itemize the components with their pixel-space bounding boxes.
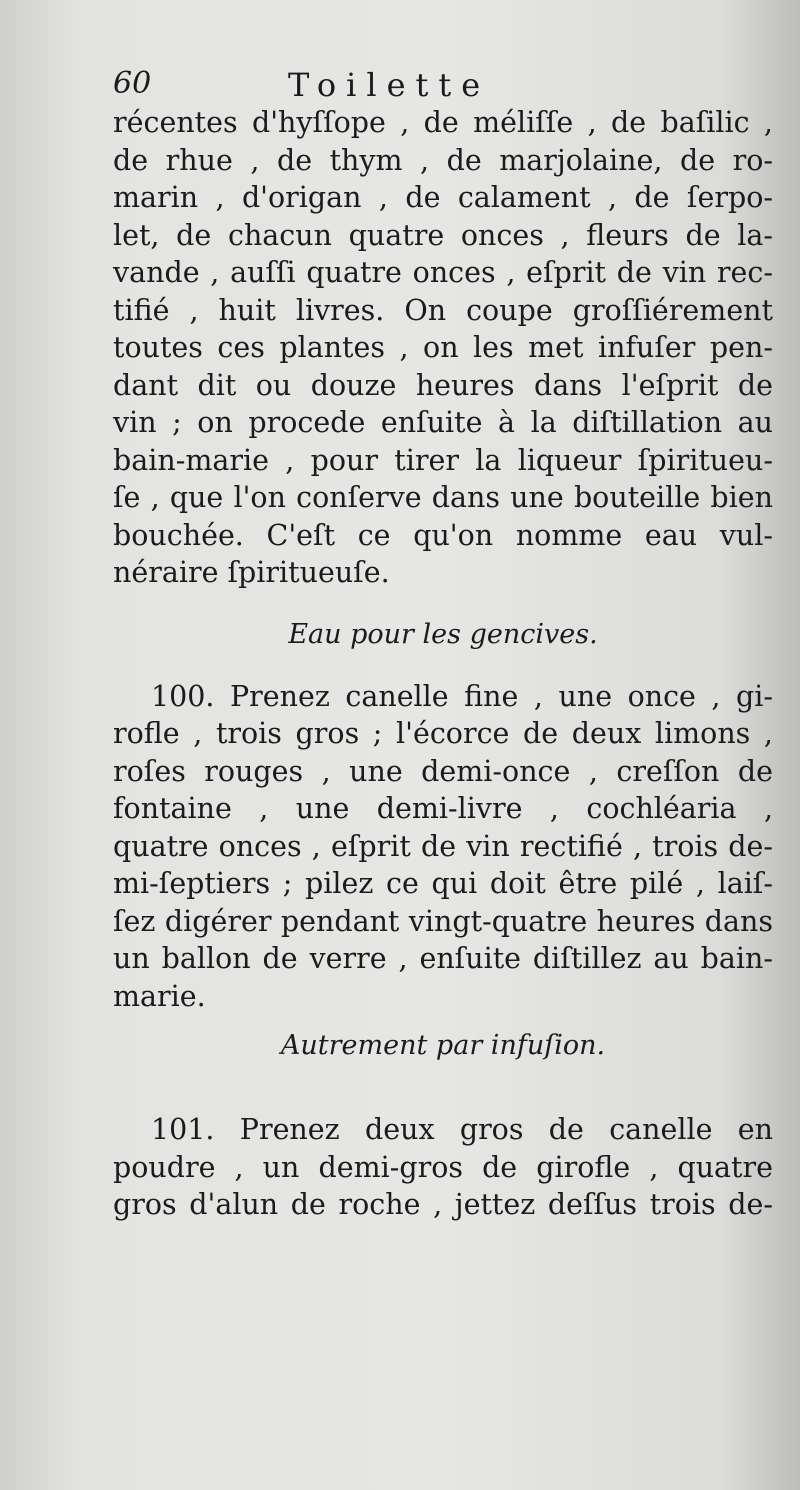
paragraph-recipe-continuation	[113, 104, 773, 592]
text-line: fontaine , une demi-livre , cochléaria ,	[113, 792, 773, 825]
text-line: toutes ces plantes , on les met infuſer pen-	[113, 331, 773, 364]
text-line: quatre onces , eſprit de vin rectifié , trois de-	[113, 829, 773, 863]
text-line: ſez digérer pendant vingt-quatre heures dans	[113, 904, 773, 938]
page-number: 60	[113, 66, 152, 101]
text-line: marin , d'origan , de calament , de ſerpo-	[113, 181, 773, 214]
text-line: de rhue , de thym , de marjolaine, de ro-	[113, 143, 773, 177]
text-line: néraire ſpiritueuſe.	[113, 556, 390, 589]
text-line: vin ; on procede enſuite à la diſtillation au	[113, 406, 773, 439]
text-line: ſe , que l'on conſerve dans une bouteille bien	[113, 481, 773, 514]
running-head: Toilette	[288, 66, 491, 104]
text-line: rofle , trois gros ; l'écorce de deux limons ,	[113, 717, 773, 750]
page-text	[113, 104, 773, 1224]
text-line: un ballon de verre , enſuite diſtillez au bain-	[113, 942, 773, 975]
text-line: bain-marie , pour tirer la liqueur ſpiritueu-	[113, 443, 773, 477]
text-line: let, de chacun quatre onces , fleurs de la-	[113, 218, 773, 252]
text-line: tifié , huit livres. On coupe groſſiérement	[113, 293, 773, 327]
text-line: récentes d'hyſſope , de méliſſe , de baſilic ,	[113, 106, 773, 139]
text-line: marie.	[113, 979, 206, 1013]
text-line: poudre , un demi-gros de girofle , quatre	[113, 1150, 773, 1184]
text-line: bouchée. C'eſt ce qu'on nomme eau vul-	[113, 518, 773, 552]
text-line: gros d'alun de roche , jettez deſſus trois de-	[113, 1188, 773, 1221]
text-line: vande , auſſi quatre onces , eſprit de vin rec-	[113, 256, 773, 289]
text-line: mi-ſeptiers ; pilez ce qui doit être pilé , laiſ-	[113, 867, 773, 900]
text-line: roſes rouges , une demi-once , creſſon de	[113, 754, 773, 788]
text-line: 101. Prenez deux gros de canelle en	[151, 1113, 773, 1146]
section-heading-gencives: Eau pour les gencives.	[288, 618, 598, 650]
text-line: dant dit ou douze heures dans l'eſprit de	[113, 368, 773, 402]
page-header	[113, 66, 673, 106]
paragraph-recipe-101	[113, 1111, 773, 1224]
section-heading-infusion: Autrement par infuſion.	[280, 1030, 606, 1061]
paragraph-recipe-100	[113, 678, 773, 1016]
text-line: 100. Prenez canelle fine , une once , gi-	[151, 679, 773, 713]
